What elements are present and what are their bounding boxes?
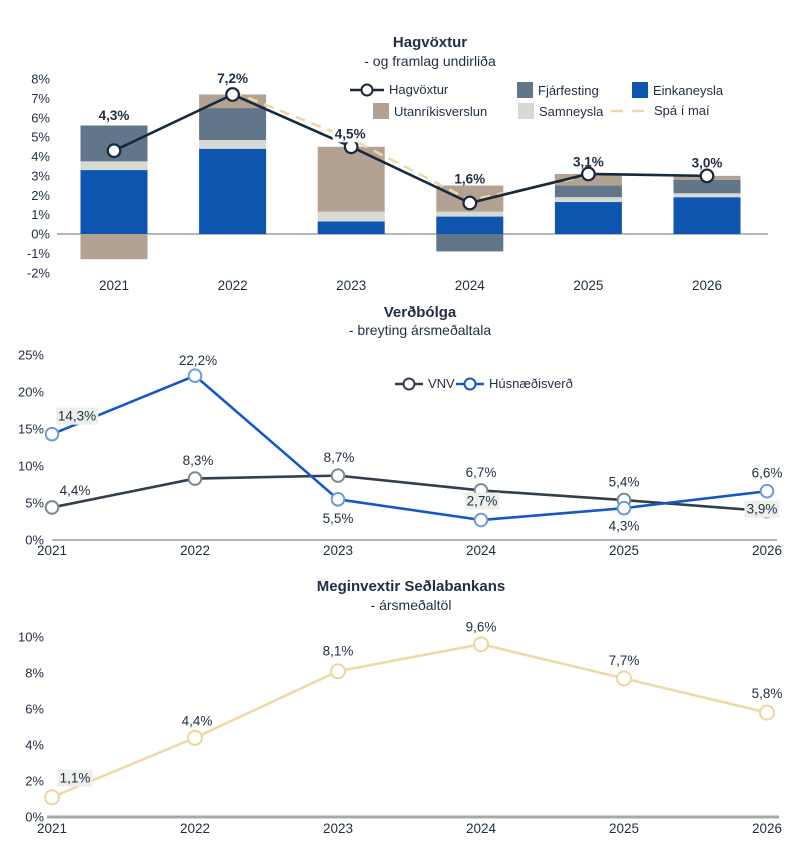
- chart-plot-2: [18, 620, 782, 836]
- svg-text:2022: 2022: [179, 543, 211, 558]
- svg-text:5%: 5%: [31, 129, 50, 145]
- y-axis-ticks: [27, 72, 51, 281]
- svg-text:8,7%: 8,7%: [323, 450, 355, 466]
- bar-segment: [555, 197, 622, 202]
- data-labels: [57, 620, 782, 787]
- svg-text:0%: 0%: [25, 809, 44, 825]
- x-axis-labels: [99, 278, 722, 293]
- bar-segment: [436, 217, 503, 234]
- legend-label: Fjárfesting: [538, 82, 599, 98]
- svg-text:15%: 15%: [17, 421, 44, 437]
- svg-text:2025: 2025: [608, 543, 640, 558]
- legend-label: Utanríkisverslun: [394, 103, 488, 119]
- bar-segment: [555, 202, 622, 234]
- legend-item-vnv: [395, 376, 455, 391]
- gdp-chart-title: Hagvöxtur: [392, 34, 468, 51]
- svg-text:2024: 2024: [465, 543, 497, 558]
- series-line: [52, 476, 767, 512]
- series-markers: [45, 637, 774, 804]
- series-line: [52, 376, 767, 520]
- bar-segment: [674, 193, 741, 197]
- legend-item-fjarfesting: [517, 82, 599, 98]
- inflation-chart-subtitle: - breyting ársmeðaltala: [348, 322, 492, 338]
- y-axis-ticks: [18, 348, 44, 548]
- svg-text:2023: 2023: [322, 543, 354, 558]
- square-swatch-icon: [517, 82, 533, 98]
- svg-text:8%: 8%: [31, 71, 50, 87]
- svg-text:9,6%: 9,6%: [465, 619, 497, 635]
- svg-text:0%: 0%: [25, 532, 44, 548]
- svg-text:5,8%: 5,8%: [751, 686, 783, 702]
- svg-text:1,6%: 1,6%: [454, 171, 486, 187]
- gdp-chart-subtitle: - og framlag undirliða: [364, 53, 496, 69]
- svg-text:4,3%: 4,3%: [608, 518, 640, 534]
- svg-text:5,4%: 5,4%: [608, 474, 640, 490]
- svg-text:5,5%: 5,5%: [322, 510, 354, 526]
- svg-text:4%: 4%: [25, 737, 44, 753]
- square-swatch-icon: [632, 82, 648, 98]
- legend-label: Húsnæðisverð: [489, 376, 573, 391]
- svg-text:2022: 2022: [217, 278, 248, 293]
- svg-text:2025: 2025: [573, 278, 604, 293]
- svg-text:-2%: -2%: [26, 265, 50, 281]
- svg-text:1%: 1%: [31, 207, 50, 223]
- svg-text:4,4%: 4,4%: [59, 482, 91, 498]
- svg-text:25%: 25%: [17, 347, 44, 363]
- svg-text:8,1%: 8,1%: [322, 643, 354, 659]
- svg-text:0%: 0%: [31, 226, 50, 242]
- bar-segment: [199, 140, 266, 149]
- bar-segment: [81, 161, 148, 170]
- svg-text:8%: 8%: [25, 665, 44, 681]
- svg-text:4,4%: 4,4%: [181, 713, 213, 729]
- line-marker-icon: [350, 83, 384, 97]
- legend-label: Hagvöxtur: [389, 82, 449, 97]
- svg-text:5%: 5%: [25, 495, 44, 511]
- x-axis-labels: [37, 543, 782, 558]
- svg-text:2%: 2%: [31, 187, 50, 203]
- svg-text:4,5%: 4,5%: [334, 126, 366, 142]
- dashed-line-icon: [611, 104, 649, 118]
- legend-label: Spá í maí: [654, 103, 710, 118]
- svg-text:2025: 2025: [608, 821, 640, 836]
- legend-label: Einkaneysla: [653, 82, 724, 98]
- svg-text:2022: 2022: [179, 821, 211, 836]
- legend-label: Samneysla: [539, 103, 604, 119]
- svg-text:2026: 2026: [691, 278, 723, 293]
- x-axis-labels: [37, 821, 782, 836]
- square-swatch-icon: [373, 103, 389, 119]
- svg-text:3,1%: 3,1%: [573, 154, 604, 170]
- legend-item-husnaedisverd: [456, 376, 573, 391]
- svg-text:2023: 2023: [322, 821, 354, 836]
- policy-rate-chart-subtitle: - ársmeðaltöl: [370, 597, 452, 613]
- svg-text:22,2%: 22,2%: [178, 353, 218, 369]
- svg-text:4,3%: 4,3%: [98, 108, 130, 124]
- svg-text:6,7%: 6,7%: [465, 464, 497, 480]
- svg-text:2021: 2021: [36, 821, 68, 836]
- series-line: [52, 644, 767, 797]
- legend-label: VNV: [428, 376, 455, 391]
- line-marker-icon: [456, 377, 484, 391]
- bar-segment: [555, 186, 622, 198]
- bar-segment: [199, 149, 266, 234]
- svg-text:3,9%: 3,9%: [746, 501, 778, 517]
- svg-text:2021: 2021: [36, 543, 68, 558]
- svg-text:2,7%: 2,7%: [466, 493, 498, 509]
- bar-segment: [436, 234, 503, 251]
- bar-segment: [81, 234, 148, 259]
- svg-text:7,7%: 7,7%: [608, 652, 640, 668]
- svg-text:3,0%: 3,0%: [691, 155, 723, 171]
- svg-text:2024: 2024: [454, 278, 485, 293]
- svg-text:4%: 4%: [31, 149, 50, 164]
- legend-item-hagvoxtur: [350, 82, 448, 97]
- svg-text:7%: 7%: [31, 90, 50, 106]
- svg-text:3%: 3%: [31, 168, 50, 184]
- svg-text:6%: 6%: [31, 110, 50, 126]
- svg-text:6,6%: 6,6%: [751, 465, 783, 481]
- svg-text:10%: 10%: [17, 458, 44, 474]
- bar-segment: [199, 108, 266, 140]
- svg-text:10%: 10%: [17, 629, 44, 645]
- svg-text:2024: 2024: [465, 821, 497, 836]
- bar-segment: [318, 221, 385, 234]
- svg-text:6%: 6%: [25, 701, 44, 717]
- svg-text:-1%: -1%: [26, 245, 50, 261]
- bar-segment: [436, 212, 503, 217]
- bar-segment: [674, 197, 741, 234]
- svg-text:20%: 20%: [17, 384, 44, 400]
- svg-text:8,3%: 8,3%: [182, 453, 214, 469]
- svg-text:14,3%: 14,3%: [57, 408, 97, 424]
- svg-text:2026: 2026: [751, 821, 783, 836]
- svg-text:2023: 2023: [336, 278, 367, 293]
- line-marker-icon: [395, 377, 423, 391]
- svg-text:2%: 2%: [25, 773, 44, 789]
- bar-segment: [318, 212, 385, 222]
- svg-text:7,2%: 7,2%: [217, 71, 248, 86]
- svg-text:1,1%: 1,1%: [59, 770, 91, 786]
- legend-item-einkaneysla: [632, 82, 723, 98]
- legend-item-samneysla: [518, 103, 603, 119]
- inflation-chart-title: Verðbólga: [383, 304, 457, 321]
- svg-text:2021: 2021: [98, 278, 130, 293]
- legend-item-spa-i-mai: [611, 103, 710, 118]
- legend-item-utanrikisverslun: [373, 103, 487, 119]
- y-axis-ticks: [18, 630, 44, 825]
- policy-rate-chart-title: Meginvextir Seðlabankans: [316, 578, 506, 595]
- svg-text:2026: 2026: [751, 543, 783, 558]
- bar-segment: [81, 170, 148, 234]
- square-swatch-icon: [518, 103, 534, 119]
